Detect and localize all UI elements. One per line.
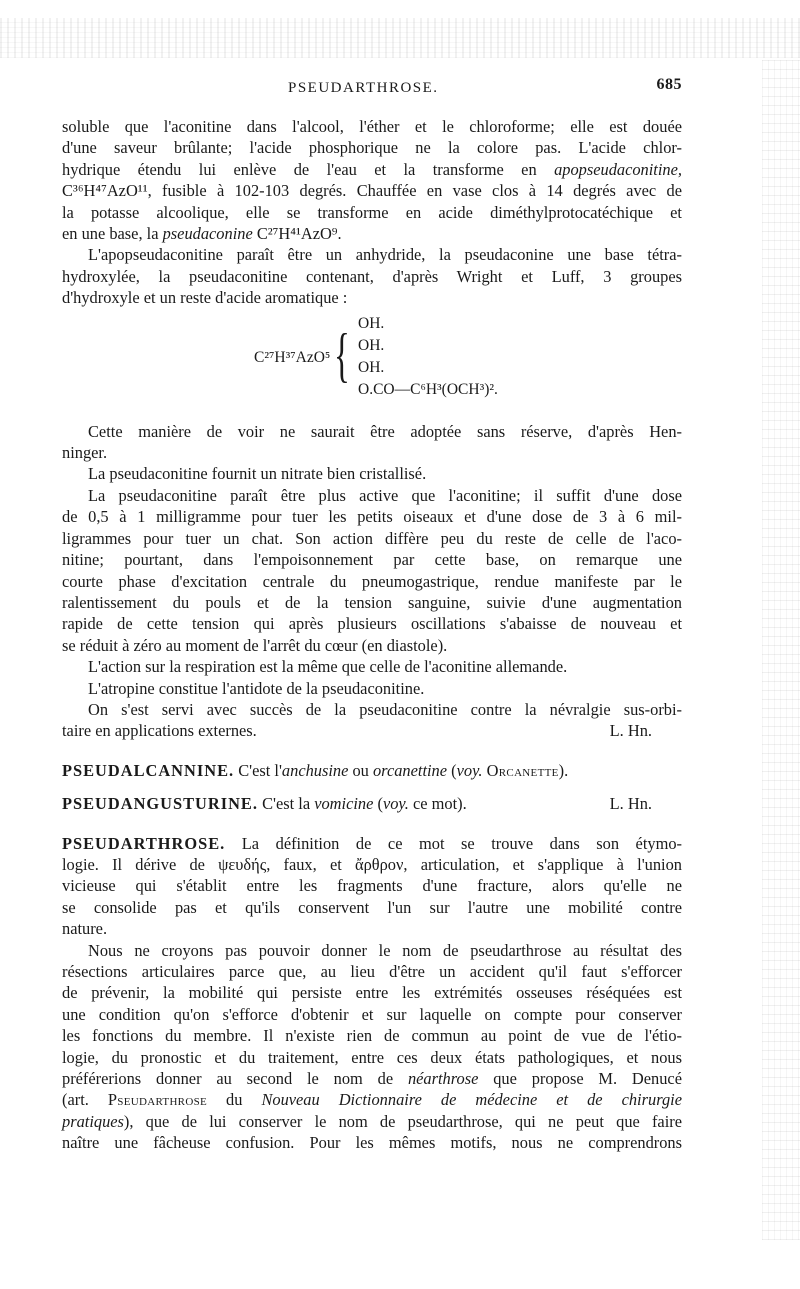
text-line: L'action sur la respiration est la même que celle de l'aconitine allemande.: [88, 657, 568, 677]
chemical-formula: [62, 313, 682, 407]
italic-term: pseudaconine: [162, 224, 253, 244]
text-line: les fonctions du membre. Il n'existe rien de commun au point de vue de l'étio-: [62, 1026, 682, 1046]
text-span: La définition de ce mot se trouve dans son étymo-: [241, 833, 682, 853]
body-text: [62, 116, 682, 1154]
text-span: préférerions donner au second le nom de: [62, 1069, 408, 1089]
text-line: logie. Il dérive de ψευδής, faux, et ἄρθρον, articulation, et s'applique à l'union: [62, 854, 682, 874]
formula-brace: {: [334, 321, 350, 388]
text-line: [62, 1068, 682, 1089]
text-span: (: [447, 760, 457, 780]
text-span: (: [373, 794, 383, 814]
italic-term: orcanettine: [372, 760, 448, 780]
text-line: La pseudaconitine fournit un nitrate bien cristallisé.: [88, 464, 427, 484]
text-line: [62, 1089, 682, 1110]
italic-title: pratiques: [62, 1111, 124, 1131]
text-span: ou: [348, 760, 373, 780]
spacer: [62, 815, 682, 833]
text-line: ligrammes pour tuer un chat. Son action diffère peu du reste de celle de l'aco-: [62, 528, 682, 548]
text-span: ), que de lui conserver le nom de pseudarthrose, qui ne peut que faire: [123, 1111, 682, 1131]
formula-lhs: C²⁷H³⁷AzO⁵: [254, 348, 331, 366]
text-line: la potasse alcoolique, elle se transforme en acide diméthylprotocatéchique et: [62, 202, 682, 222]
text-line: ninger.: [62, 443, 108, 463]
text-line: d'une saveur brûlante; l'acide phosphorique ne la colore pas. L'acide chlor-: [62, 138, 682, 158]
text-line: Nous ne croyons pas pouvoir donner le nom de pseudarthrose au résultat des: [88, 940, 682, 960]
text-line: La pseudaconitine paraît être plus active que l'aconitine; il suffit d'une dose: [88, 485, 682, 505]
cross-reference: Pseudarthrose: [107, 1090, 208, 1110]
text-line: nitine; pourtant, dans l'empoisonnement par cette base, on remarque une: [62, 550, 682, 570]
text-line: [62, 1111, 682, 1132]
italic-term: anchusine: [281, 760, 349, 780]
text-line: rapide de cette tension qui après plusieurs oscillations s'abaisse de nouveau et: [62, 614, 682, 634]
text-line: [62, 223, 682, 244]
author-signature: L. Hn.: [609, 794, 652, 814]
text-line: de 0,5 à 1 milligramme pour tuer les petits oiseaux et d'une dose de 3 à 6 mil-: [62, 507, 682, 527]
text-span: ).: [558, 760, 569, 780]
formula-row: OH.: [358, 314, 385, 332]
text-line: naître une fâcheuse confusion. Pour les mêmes motifs, nous ne comprendrons: [62, 1133, 682, 1153]
italic-term: voy.: [456, 760, 483, 780]
text-line: une condition qu'on s'efforce d'obtenir et sur laquelle on compte pour conserver: [62, 1004, 682, 1024]
running-head-title: PSEUDARTHROSE.: [288, 80, 439, 96]
page-number: 685: [656, 76, 682, 93]
text-line: Cette manière de voir ne saurait être adoptée sans réserve, d'après Hen-: [88, 421, 682, 441]
text-line: se consolide pas et qu'ils conservent l'un sur l'autre une mobilité contre: [62, 897, 682, 917]
text-line: nature.: [62, 919, 108, 939]
scan-noise-top: [0, 18, 800, 58]
text-span: que propose M. Denucé: [478, 1069, 682, 1089]
formula-row: O.CO—C⁶H³(OCH³)².: [358, 380, 498, 398]
text-line: hydroxylée, la pseudaconitine contenant, d'après Wright et Luff, 3 groupes: [62, 266, 682, 286]
formula-row: OH.: [358, 358, 385, 376]
text-span: C'est l': [238, 760, 282, 780]
italic-term: néarthrose: [407, 1069, 479, 1089]
text-line: [62, 720, 682, 741]
text-line: courte phase d'excitation centrale du pneumogastrique, rendue manifeste par le: [62, 571, 682, 591]
spacer: [62, 781, 682, 793]
entry-headword: PSEUDANGUSTURINE.: [62, 794, 258, 814]
text-line: se réduit à zéro au moment de l'arrêt du cœur (en diastole).: [62, 635, 448, 655]
text-line: résections articulaires parce que, au lieu d'être un accident qu'il faut s'efforcer: [62, 962, 682, 981]
text-line: vicieuse qui s'établit entre les fragments d'une fracture, alors qu'elle ne: [62, 876, 682, 896]
text-span: ce mot).: [408, 794, 467, 814]
text-line: de prévenir, la mobilité qui persiste entre les extrémités osseuses réséquées est: [62, 983, 682, 1003]
italic-term: apopseudaconitine,: [554, 159, 682, 179]
dictionary-entry: [62, 760, 682, 781]
entry-headword: PSEUDARTHROSE.: [62, 833, 226, 853]
text-line: L'apopseudaconitine paraît être un anhydride, la pseudaconine une base tétra-: [88, 245, 682, 265]
text-span: C'est la: [262, 794, 315, 814]
italic-title: Nouveau Dictionnaire de médecine et de chirurgie: [261, 1090, 682, 1110]
text-line: On s'est servi avec succès de la pseudaconitine contre la névralgie sus-orbi-: [88, 699, 682, 719]
text-line: d'hydroxyle et un reste d'acide aromatique :: [62, 288, 348, 308]
text-span: taire en applications externes.: [62, 721, 257, 741]
text-line: soluble que l'aconitine dans l'alcool, l'éther et le chloroforme; elle est douée: [62, 117, 682, 136]
dictionary-entry: [62, 833, 682, 854]
text-line: [62, 159, 682, 180]
italic-term: voy.: [382, 794, 409, 814]
spacer: [62, 742, 682, 760]
text-span: C²⁷H⁴¹AzO⁹.: [256, 224, 342, 244]
text-span: hydrique étendu lui enlève de l'eau et la transforme en: [62, 159, 537, 179]
entry-headword: PSEUDALCANNINE.: [62, 760, 235, 780]
italic-term: vomicine: [314, 794, 374, 814]
cross-reference: Orcanette: [486, 760, 559, 780]
text-line: L'atropine constitue l'antidote de la pseudaconitine.: [88, 678, 425, 698]
text-span: en une base, la: [62, 224, 159, 244]
text-line: ralentissement du pouls et de la tension sanguine, suivie d'une augmentation: [62, 592, 682, 612]
formula-row: OH.: [358, 336, 385, 354]
scan-noise-right: [762, 60, 800, 1240]
text-line: C³⁶H⁴⁷AzO¹¹, fusible à 102-103 degrés. Chauffée en vase clos à 14 degrés avec de: [62, 181, 682, 201]
text-line: logie, du pronostic et du traitement, entre ces deux états pathologiques, et nous: [62, 1047, 682, 1067]
dictionary-entry: [62, 793, 682, 814]
text-span: (art.: [62, 1090, 108, 1110]
text-span: du: [207, 1090, 262, 1110]
author-signature: L. Hn.: [609, 721, 652, 741]
running-head: [62, 76, 682, 104]
